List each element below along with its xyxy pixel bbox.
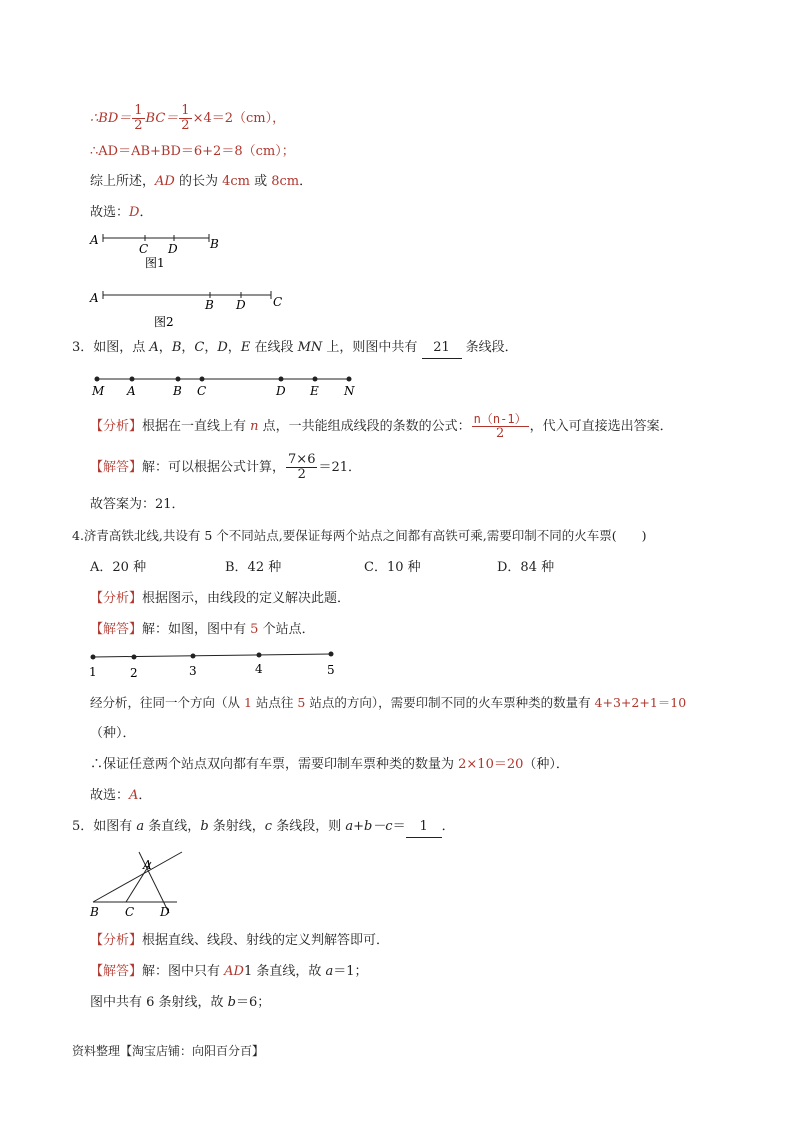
q5-analysis [90, 931, 389, 951]
text: 3．如图，点 [72, 340, 150, 355]
numerator: 7×6 [288, 452, 316, 467]
expression: a+b－c [345, 819, 393, 834]
text: 1 条直线，故 [243, 964, 326, 979]
tag-solution: 【解答】 [90, 964, 143, 979]
var-ad: AD [224, 964, 244, 979]
label-m: M [92, 384, 105, 398]
text: ， [227, 340, 241, 355]
fig2-caption: 图2 [154, 315, 174, 329]
q4-option-d: D．84 种 [497, 560, 555, 575]
text: ＝6； [236, 995, 271, 1010]
choice-d: D [129, 205, 140, 220]
var: E [240, 340, 251, 355]
q4-option-b: B．42 种 [225, 560, 282, 575]
text: ＝1； [333, 964, 368, 979]
text-result: ×4＝2（cm）， [192, 111, 286, 126]
solution-line-ad: ∴AD＝AB+BD＝6+2＝8（cm）； [90, 144, 295, 159]
text: ． [138, 788, 152, 803]
q4-paragraph-2: （种）． [90, 726, 136, 741]
text: 根据图示，由线段的定义解决此题． [142, 591, 351, 606]
text: 5．如图有 [72, 819, 137, 834]
text: 的长为 [174, 174, 223, 189]
ray-ba [93, 852, 182, 902]
text: 经分析，往同一个方向（从 [90, 695, 244, 710]
text: ． [139, 205, 153, 220]
var: D [217, 340, 228, 355]
value-8cm: 8cm [271, 174, 300, 189]
tag-solution: 【解答】 [90, 622, 143, 637]
choice-a: A [129, 788, 139, 803]
var-b: b [200, 819, 209, 834]
fig2-label-c: C [273, 295, 283, 309]
text: ，代入可直接选出答案． [529, 419, 673, 434]
text: 条线段． [461, 340, 518, 355]
text: ∴保证任意两个站点双向都有车票，需要印制车票种类的数量为 [90, 757, 459, 772]
denominator: 2 [495, 426, 505, 441]
numerator: 1 [181, 103, 190, 118]
var-a: a [325, 964, 334, 979]
q5-solution [90, 962, 368, 982]
label-c: C [197, 384, 207, 398]
text: （种）． [523, 757, 569, 772]
var-n: n [250, 419, 259, 434]
answer-blank-1: 1 [406, 817, 442, 838]
tag-analysis: 【分析】 [90, 591, 143, 606]
var-c: c [264, 819, 273, 834]
question-4: 4.济青高铁北线,共设有 5 个不同站点,要保证每两个站点之间都有高铁可乘,需要印制不同的火车票( ) [72, 528, 647, 543]
var: B [171, 340, 182, 355]
text: 点，一共能组成线段的条数的公式： [258, 419, 471, 434]
text-bd: ∴BD＝ [90, 111, 132, 126]
denominator: 2 [181, 118, 190, 133]
label-a: A [127, 384, 136, 398]
text: 或 [249, 174, 272, 189]
text: 个站点． [258, 622, 315, 637]
label-b: B [173, 384, 182, 398]
text: ． [299, 174, 313, 189]
text: ＝21． [318, 460, 362, 475]
text: 根据在一直线上有 [142, 419, 251, 434]
var: MN [297, 340, 323, 355]
station-1: 1 [89, 665, 97, 679]
fig1-label-b: B [210, 237, 219, 251]
denominator: 2 [134, 118, 143, 133]
value-4cm: 4cm [222, 174, 250, 189]
tag-solution: 【解答】 [90, 460, 143, 475]
q4-option-a: A．20 种 [90, 560, 147, 575]
text-bc: BC＝ [145, 111, 179, 126]
fig1-label-c: C [139, 242, 149, 256]
var: A [149, 340, 159, 355]
fig1-label-a: A [90, 233, 99, 247]
fig2-label-d: D [236, 298, 246, 312]
fig2-label-b: B [205, 298, 214, 312]
denominator: 2 [297, 467, 306, 482]
numerator: n（n-1） [473, 412, 527, 426]
q4-option-c: C．10 种 [364, 560, 421, 575]
label-n: N [344, 384, 355, 398]
value: 5 [297, 695, 306, 710]
var-ad: AD [155, 174, 175, 189]
text: 站点往 [251, 695, 298, 710]
text: 条直线， [144, 819, 201, 834]
label-a: A [143, 858, 152, 872]
text: ＝ [392, 819, 406, 834]
text: 解：可以根据公式计算， [142, 460, 286, 475]
text: 故选： [90, 205, 130, 220]
var: C [194, 340, 205, 355]
text: 解：图中只有 [142, 964, 225, 979]
station-5: 5 [327, 663, 335, 677]
q5-paragraph [90, 993, 270, 1013]
label-d: D [160, 905, 170, 919]
text: 综上所述， [90, 174, 156, 189]
label-c: C [125, 905, 135, 919]
text: 站点的方向），需要印制不同的火车票种类的数量有 [305, 695, 595, 710]
tag-analysis: 【分析】 [90, 933, 143, 948]
fig1-caption: 图1 [145, 256, 165, 270]
text: 图中共有 6 条射线，故 [90, 995, 228, 1010]
q3-answer: 故答案为：21． [90, 497, 185, 512]
text: 根据直线、线段、射线的定义判解答即可． [142, 933, 390, 948]
fig2-label-a: A [90, 291, 99, 305]
station-2: 2 [130, 666, 138, 680]
product-expression: 2×10＝20 [458, 757, 524, 772]
text: ， [158, 340, 172, 355]
station-3: 3 [189, 664, 197, 678]
label-b: B [90, 905, 99, 919]
var-b: b [227, 995, 236, 1010]
text: 故选： [90, 788, 130, 803]
fig1-label-d: D [168, 242, 178, 256]
text: ， [204, 340, 218, 355]
text: 条射线， [208, 819, 265, 834]
tag-analysis: 【分析】 [90, 419, 143, 434]
answer-blank-21: 21 [422, 338, 462, 359]
numerator: 1 [134, 103, 143, 118]
text: ， [181, 340, 195, 355]
text: ． [441, 819, 455, 834]
text: 解：如图，图中有 [142, 622, 251, 637]
label-e: E [310, 384, 319, 398]
text: 上，则图中共有 [322, 340, 422, 355]
sum-expression: 4+3+2+1＝10 [594, 695, 687, 710]
label-d: D [276, 384, 286, 398]
text: 在线段 [250, 340, 298, 355]
text: 条线段，则 [272, 819, 346, 834]
var-a: a [136, 819, 145, 834]
value: 1 [243, 695, 252, 710]
value-5: 5 [250, 622, 259, 637]
station-4: 4 [255, 662, 263, 676]
footer-note: 资料整理【淘宝店铺：向阳百分百】 [72, 1044, 265, 1058]
